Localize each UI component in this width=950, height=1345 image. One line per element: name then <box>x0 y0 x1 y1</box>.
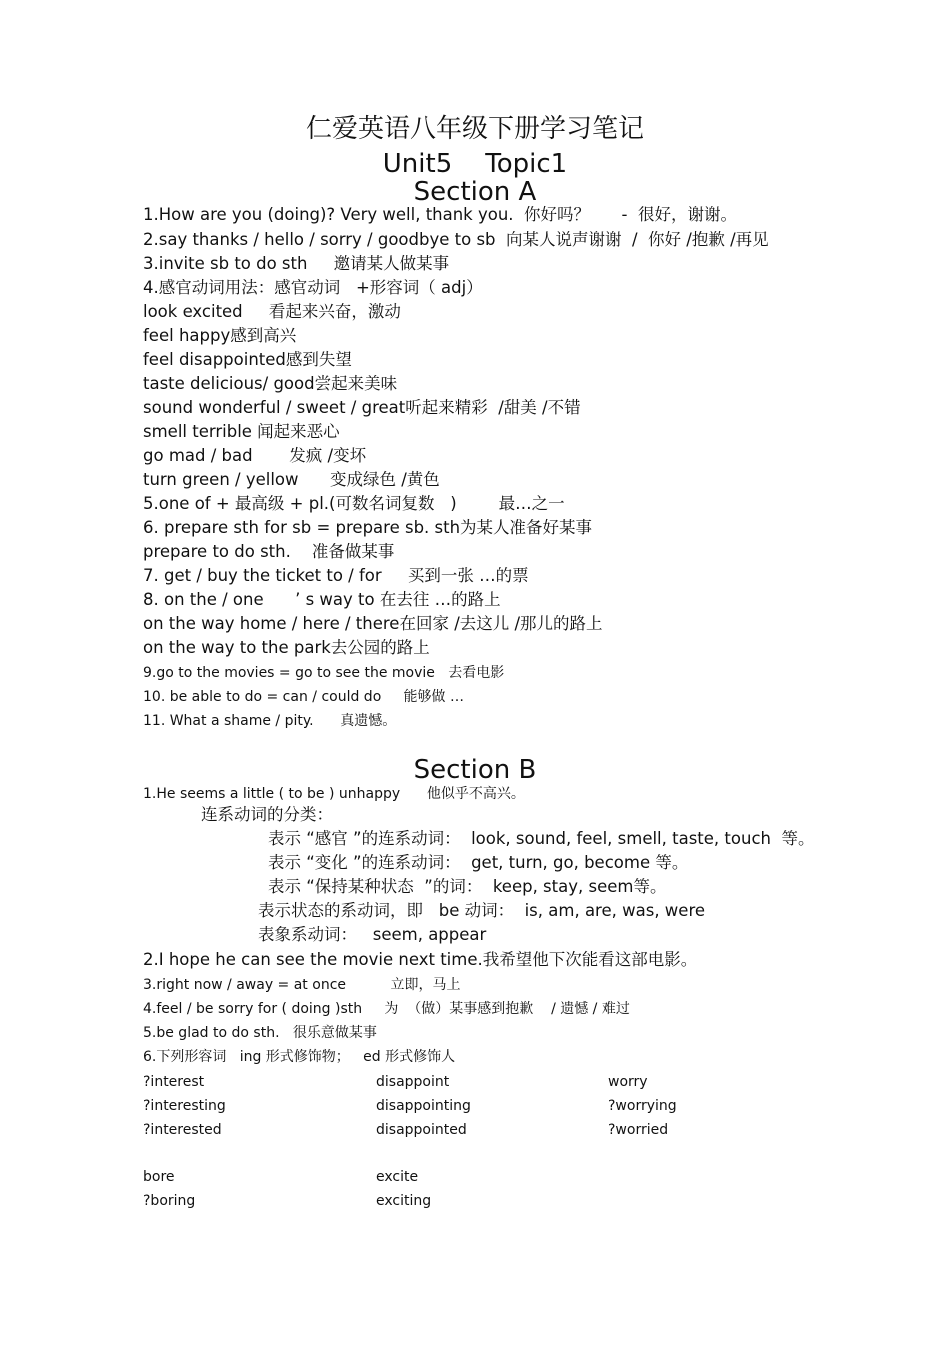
word-cell: ?interested <box>143 1122 222 1138</box>
note-line: on the way home / here / there在回家 /去这儿 /那儿的路上 <box>143 614 603 633</box>
note-line: 9.go to the movies = go to see the movie 去看电影 <box>143 665 505 681</box>
note-line: 4.感官动词用法：感官动词 +形容词（ adj） <box>143 278 483 297</box>
document-title: 仁爱英语八年级下册学习笔记 <box>305 114 644 144</box>
section-b-heading: Section B <box>413 755 537 785</box>
word-cell: ?interest <box>143 1074 205 1090</box>
note-line: 4.feel / be sorry for ( doing )sth 为 （做）某事感到抱歉 / 遗憾 / 难过 <box>143 1001 630 1017</box>
word-cell: ?interesting <box>143 1098 226 1114</box>
note-line: 6.下列形容词 ing 形式修饰物； ed 形式修饰人 <box>143 1049 456 1065</box>
unit-topic-subtitle: Unit5 Topic1 <box>382 149 568 179</box>
note-line: 2.say thanks / hello / sorry / goodbye to sb 向某人说声谢谢 / 你好 /抱歉 /再见 <box>143 230 769 249</box>
word-cell: ?boring <box>143 1193 196 1209</box>
note-line: 表示 “感官 ”的连系动词： look, sound, feel, smell, taste, touch 等。 <box>268 829 815 848</box>
word-cell: bore <box>143 1169 175 1185</box>
note-line: 6. prepare sth for sb = prepare sb. sth为某人准备好某事 <box>143 518 593 537</box>
note-line: 表象系动词： seem, appear <box>258 925 487 944</box>
note-line: go mad / bad 发疯 /变坏 <box>143 446 367 465</box>
note-line: feel disappointed感到失望 <box>143 350 352 369</box>
note-line: 表示 “变化 ”的连系动词： get, turn, go, become 等。 <box>268 853 689 872</box>
note-line: prepare to do sth. 准备做某事 <box>143 542 395 561</box>
word-cell: disappointed <box>376 1122 467 1138</box>
word-cell: exciting <box>376 1193 432 1209</box>
note-line: 8. on the / one ’ s way to 在去往 …的路上 <box>143 590 501 609</box>
note-line: look excited 看起来兴奋，激动 <box>143 302 401 321</box>
note-line: 11. What a shame / pity. 真遗憾。 <box>143 713 397 729</box>
word-cell: ?worrying <box>608 1098 677 1114</box>
note-line: turn green / yellow 变成绿色 /黄色 <box>143 470 440 489</box>
note-line: 2.I hope he can see the movie next time.我希望他下次能看这部电影。 <box>143 950 698 969</box>
section-a-heading: Section A <box>413 177 537 207</box>
note-line: 5.one of + 最高级 + pl.(可数名词复数 ) 最…之一 <box>143 494 565 513</box>
note-line: sound wonderful / sweet / great听起来精彩 /甜美 /不错 <box>143 398 581 417</box>
word-cell: disappoint <box>376 1074 450 1090</box>
note-line: smell terrible 闻起来恶心 <box>143 422 340 441</box>
note-line: 3.invite sb to do sth 邀请某人做某事 <box>143 254 450 273</box>
note-line: on the way to the park去公园的路上 <box>143 638 430 657</box>
note-line: feel happy感到高兴 <box>143 326 297 345</box>
note-line: taste delicious/ good尝起来美味 <box>143 374 398 393</box>
word-cell: excite <box>376 1169 419 1185</box>
note-line: 3.right now / away = at once 立即，马上 <box>143 977 461 993</box>
note-line: 1.He seems a little ( to be ) unhappy 他似乎不高兴。 <box>143 786 525 802</box>
note-line: 表示 “保持某种状态 ”的词： keep, stay, seem等。 <box>268 877 667 896</box>
word-cell: disappointing <box>376 1098 471 1114</box>
note-line: 10. be able to do = can / could do 能够做 … <box>143 689 464 705</box>
word-cell: worry <box>608 1074 648 1090</box>
note-line: 1.How are you (doing)? Very well, thank you. 你好吗？ - 很好，谢谢。 <box>143 205 737 224</box>
word-cell: ?worried <box>608 1122 669 1138</box>
note-line: 表示状态的系动词，即 be 动词： is, am, are, was, were <box>258 901 706 920</box>
note-line: 5.be glad to do sth. 很乐意做某事 <box>143 1025 377 1041</box>
note-line: 连系动词的分类： <box>201 805 333 824</box>
note-line: 7. get / buy the ticket to / for 买到一张 …的票 <box>143 566 529 585</box>
